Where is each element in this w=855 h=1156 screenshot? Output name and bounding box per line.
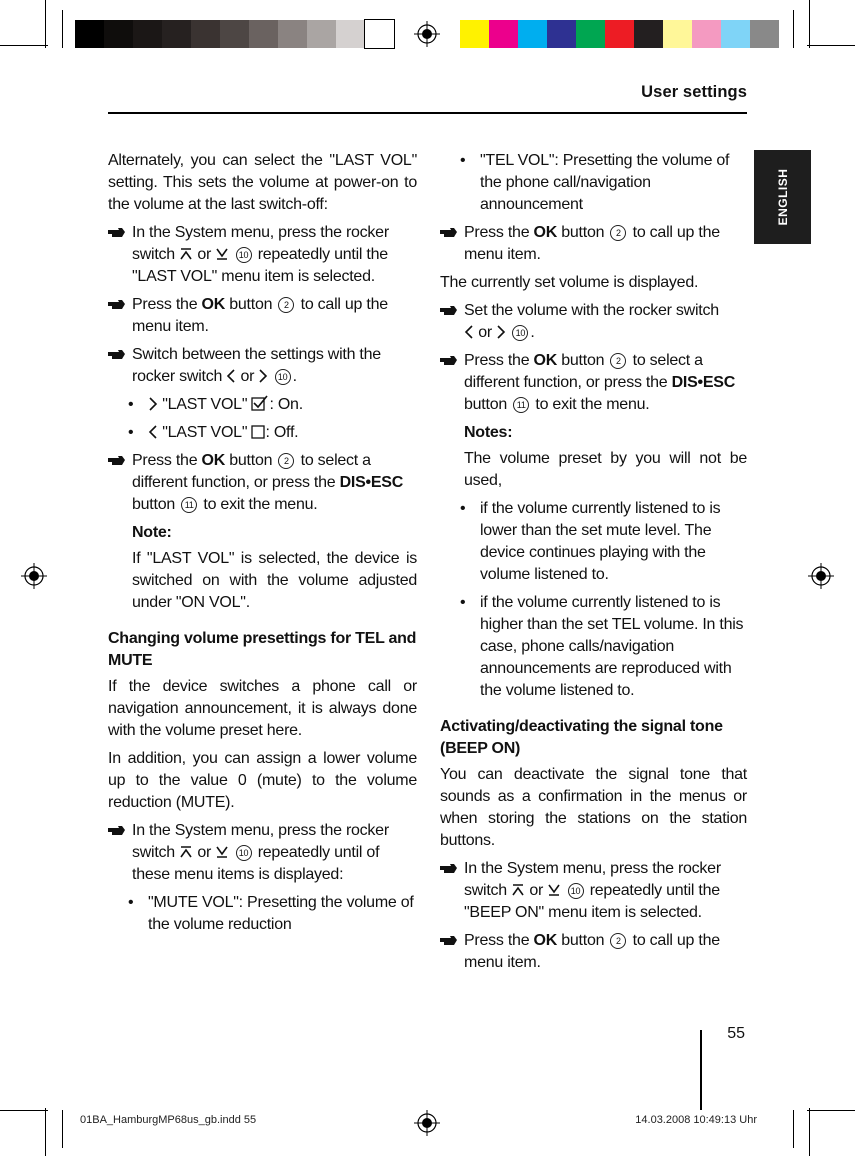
rocker-left-icon [226, 369, 236, 383]
crop-mark [62, 1110, 63, 1148]
pointing-hand-icon [440, 863, 458, 874]
list-item: • "LAST VOL" : On. [108, 394, 417, 416]
instruction-step: Press the OK button 2 to call up the menu item. [108, 294, 417, 338]
rocker-right-icon [148, 397, 158, 411]
calibration-swatch [460, 20, 489, 48]
calibration-swatch [605, 20, 634, 48]
calibration-swatch [336, 20, 365, 48]
instruction-step: Press the OK button 2 to call up the menu item. [440, 222, 747, 266]
instruction-step: In the System menu, press the rocker switch or 10 repeatedly until of these menu items is displayed: [108, 820, 417, 886]
crop-mark [45, 0, 46, 48]
calibration-swatch [278, 20, 307, 48]
callout-number: 10 [275, 369, 291, 385]
page-number: 55 [727, 1025, 745, 1042]
callout-number: 2 [610, 353, 626, 369]
unchecked-box-icon [251, 425, 265, 439]
callout-number: 10 [568, 883, 584, 899]
calibration-swatch [220, 20, 249, 48]
registration-mark-icon [414, 21, 440, 47]
calibration-swatch [547, 20, 576, 48]
calibration-swatch [162, 20, 191, 48]
callout-number: 11 [181, 497, 197, 513]
pointing-hand-icon [108, 227, 126, 238]
note-text: If "LAST VOL" is selected, the device is switched on with the volume adjusted under "ON VOL". [132, 550, 417, 611]
language-tab-label: ENGLISH [775, 168, 790, 226]
callout-number: 2 [278, 297, 294, 313]
language-tab [754, 150, 811, 244]
note-heading: Note: [132, 524, 172, 541]
list-item: • if the volume currently listened to is lower than the set mute level. The device continues playing with the volume listened to. [440, 498, 747, 586]
callout-number: 10 [512, 325, 528, 341]
rocker-up-icon [179, 845, 193, 859]
checked-box-icon [251, 395, 269, 411]
instruction-step: In the System menu, press the rocker switch or 10 repeatedly until the "BEEP ON" menu item is selected. [440, 858, 747, 924]
calibration-swatch [576, 20, 605, 48]
rocker-down-icon [215, 247, 229, 261]
right-column [440, 150, 747, 980]
pointing-hand-icon [108, 455, 126, 466]
calibration-swatch [634, 20, 663, 48]
pointing-hand-icon [440, 355, 458, 366]
calibration-swatch [365, 20, 394, 48]
left-column [108, 150, 417, 942]
crop-mark [809, 0, 810, 48]
notes-text: The volume preset by you will not be used, [464, 450, 747, 489]
calibration-swatch [692, 20, 721, 48]
paragraph: If the device switches a phone call or navigation announcement, it is always done with the volume preset here. [108, 678, 417, 739]
instruction-step: Set the volume with the rocker switch or 10 . [440, 300, 747, 344]
rocker-left-icon [148, 425, 158, 439]
list-item: • "TEL VOL": Presetting the volume of the phone call/navigation announcement [440, 150, 747, 216]
registration-mark-icon [414, 1110, 440, 1136]
paragraph: The currently set volume is displayed. [440, 274, 699, 291]
calibration-swatch [133, 20, 162, 48]
callout-number: 2 [610, 225, 626, 241]
rocker-up-icon [179, 247, 193, 261]
pointing-hand-icon [440, 305, 458, 316]
callout-number: 2 [610, 933, 626, 949]
section-heading: Changing volume presettings for TEL and MUTE [108, 630, 417, 669]
pointing-hand-icon [108, 349, 126, 360]
calibration-swatch [489, 20, 518, 48]
list-item: • "MUTE VOL": Presetting the volume of the volume reduction [108, 892, 417, 936]
list-item: • if the volume currently listened to is higher than the set TEL volume. In this case, phone calls/navigation announcements are reproduced with the volume listened to. [440, 592, 747, 702]
instruction-step: Press the OK button 2 to select a different function, or press the DIS•ESC button 11 to exit the menu. [108, 450, 417, 516]
callout-number: 10 [236, 247, 252, 263]
paragraph: You can deactivate the signal tone that sounds as a confirmation in the menus or when storing the stations on the station buttons. [440, 766, 747, 849]
section-title: User settings [641, 83, 747, 101]
paragraph: In addition, you can assign a lower volume up to the value 0 (mute) to the volume reduction (MUTE). [108, 750, 417, 811]
instruction-step: Press the OK button 2 to call up the menu item. [440, 930, 747, 974]
crop-mark [0, 1110, 48, 1111]
calibration-swatch [518, 20, 547, 48]
pointing-hand-icon [440, 935, 458, 946]
registration-mark-icon [21, 563, 47, 589]
rocker-right-icon [258, 369, 268, 383]
crop-mark [793, 1110, 794, 1148]
instruction-step: Switch between the settings with the rocker switch or 10 . [108, 344, 417, 388]
registration-mark-icon [808, 563, 834, 589]
rocker-right-icon [496, 325, 506, 339]
calibration-swatch [75, 20, 104, 48]
rocker-down-icon [215, 845, 229, 859]
list-item: • "LAST VOL" : Off. [108, 422, 417, 444]
rocker-left-icon [464, 325, 474, 339]
instruction-step: In the System menu, press the rocker switch or 10 repeatedly until the "LAST VOL" menu item is selected. [108, 222, 417, 288]
rocker-up-icon [511, 883, 525, 897]
instruction-step: Press the OK button 2 to select a different function, or press the DIS•ESC button 11 to exit the menu. [440, 350, 747, 416]
footer-datetime: 14.03.2008 10:49:13 Uhr [635, 1114, 757, 1126]
footer-filename: 01BA_HamburgMP68us_gb.indd 55 [80, 1114, 257, 1126]
calibration-swatch [104, 20, 133, 48]
section-heading: Activating/deactivating the signal tone (BEEP ON) [440, 718, 723, 757]
crop-mark [807, 1110, 855, 1111]
notes-heading: Notes: [464, 424, 513, 441]
callout-number: 10 [236, 845, 252, 861]
pointing-hand-icon [440, 227, 458, 238]
pointing-hand-icon [108, 299, 126, 310]
page-number-rule [700, 1030, 702, 1110]
calibration-swatch [721, 20, 750, 48]
crop-mark [809, 1108, 810, 1156]
calibration-swatch [191, 20, 220, 48]
calibration-swatch [307, 20, 336, 48]
crop-mark [62, 10, 63, 48]
pointing-hand-icon [108, 825, 126, 836]
calibration-swatch [750, 20, 779, 48]
calibration-swatch [249, 20, 278, 48]
intro-paragraph: Alternately, you can select the "LAST VOL" setting. This sets the volume at power-on to the volume at the last switch-off: [108, 152, 417, 213]
callout-number: 11 [513, 397, 529, 413]
crop-mark [45, 1108, 46, 1156]
calibration-swatch [663, 20, 692, 48]
crop-mark [793, 10, 794, 48]
rocker-down-icon [547, 883, 561, 897]
callout-number: 2 [278, 453, 294, 469]
crop-mark [0, 45, 48, 46]
header-rule [108, 112, 747, 114]
crop-mark [807, 45, 855, 46]
